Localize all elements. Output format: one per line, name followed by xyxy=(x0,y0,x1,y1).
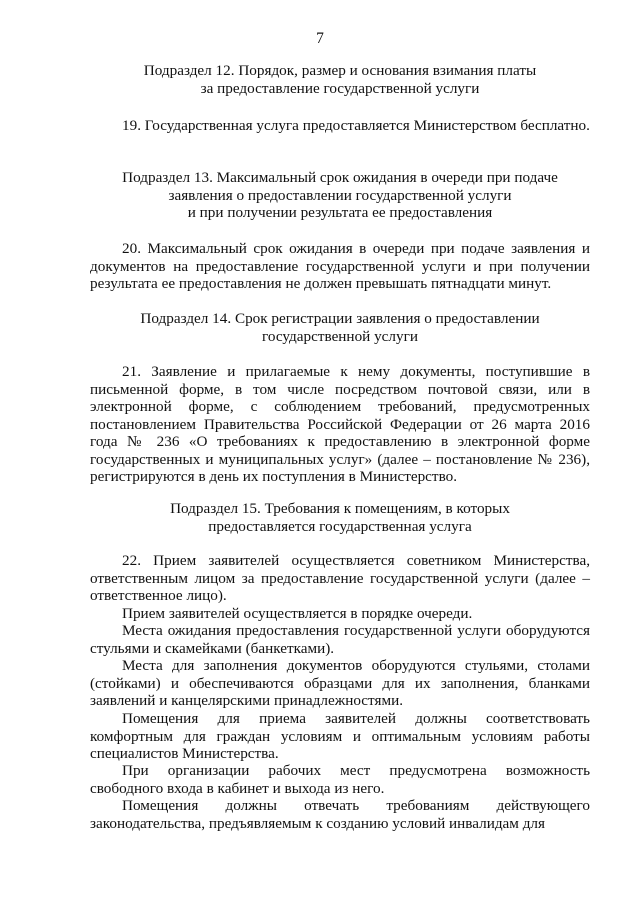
paragraph-workplaces: При организации рабочих мест предусмотрена возможность свободного входа в кабинет и выхода из него. xyxy=(90,762,590,797)
paragraph-19: 19. Государственная услуга предоставляется Министерством бесплатно. xyxy=(122,117,590,134)
paragraph-premises: Помещения для приема заявителей должны соответствовать комфортным для граждан условиям и оптимальным условиям работы специалистов Министерства. xyxy=(90,710,590,762)
paragraph-22: 22. Прием заявителей осуществляется советником Министерства, ответственным лицом за предоставление государственной услуги (далее – ответственное лицо). xyxy=(90,552,590,604)
section-heading-14: Подраздел 14. Срок регистрации заявления о предоставлении государственной услуги xyxy=(140,310,540,345)
section-heading-15: Подраздел 15. Требования к помещениям, в которых предоставляется государственная услуга xyxy=(170,500,510,535)
paragraph-waiting-area: Места ожидания предоставления государственной услуги оборудуются стульями и скамейками (банкетками). xyxy=(90,622,590,657)
paragraph-21: 21. Заявление и прилагаемые к нему документы, поступившие в письменной форме, в том числе посредством почтовой связи, или в электронной форме, с соблюдением требований, предусмотренных постановлением Правительства Российской Федерации от 26 марта 2016 года № 236 «О требованиях к предоставлению в электронной форме государственных и муниципальных услуг» (далее – постановление № 236), регистрируются в день их поступления в Министерство. xyxy=(90,363,590,485)
paragraph-20: 20. Максимальный срок ожидания в очереди при подаче заявления и документов на предоставление государственной услуги и при получении результата ее предоставления не должен превышать пятнадцати минут. xyxy=(90,240,590,292)
paragraph-form-filling: Места для заполнения документов оборудуются стульями, столами (стойками) и обеспечиваются образцами для их заполнения, бланками заявлений и канцелярскими принадлежностями. xyxy=(90,657,590,709)
page-number: 7 xyxy=(316,30,324,47)
paragraph-queue: Прием заявителей осуществляется в порядке очереди. xyxy=(122,605,473,622)
paragraph-requirements: Помещения должны отвечать требованиям действующего законодательства, предъявляемым к созданию условий инвалидам для xyxy=(90,797,590,832)
section-heading-12: Подраздел 12. Порядок, размер и основания взимания платы за предоставление государственной услуги xyxy=(143,62,537,97)
section-heading-13: Подраздел 13. Максимальный срок ожидания в очереди при подаче заявления о предоставлении государственной услуги и при получении результата ее предоставления xyxy=(122,169,558,221)
